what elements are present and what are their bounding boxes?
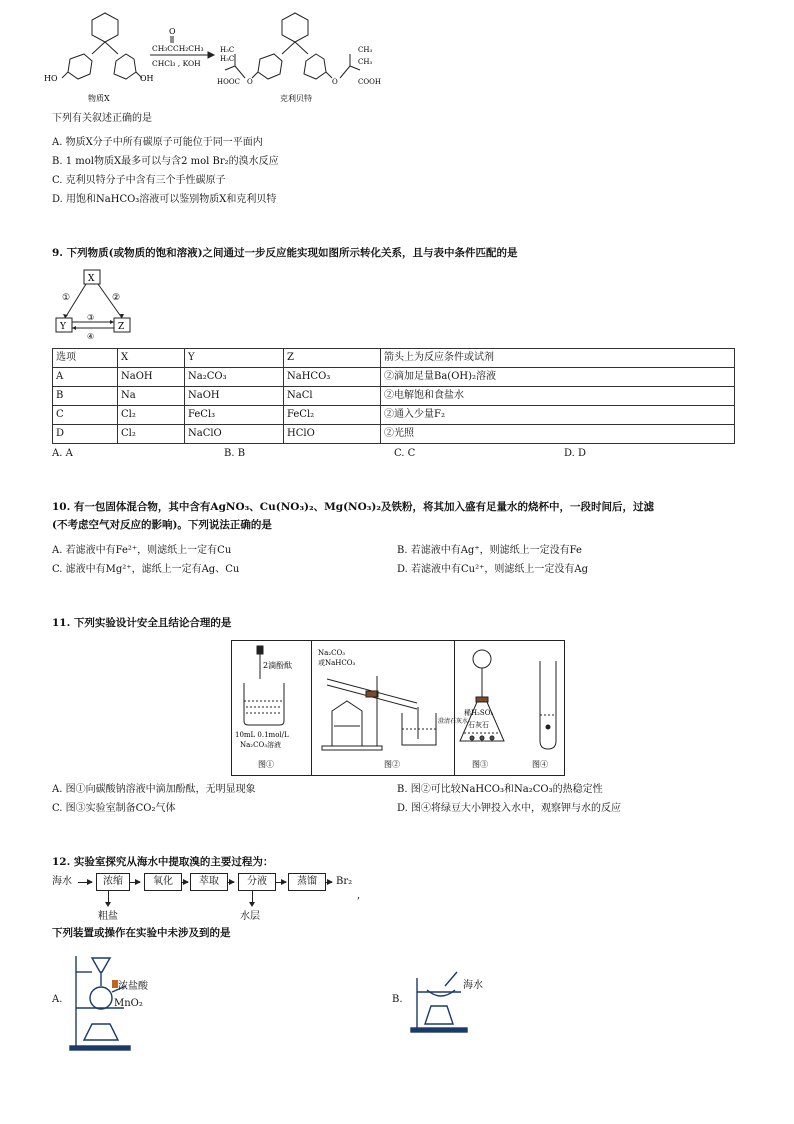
q9-title: 9. 下列物质(或物质的饱和溶液)之间通过一步反应能实现如图所示转化关系，且与表中条件匹配的是 [52, 247, 518, 259]
fig1-solution-label-b: Na₂CO₃溶液 [240, 741, 282, 749]
flow-comma: , [357, 890, 361, 901]
fig2-limewater-label: 澄清石灰水 [438, 718, 469, 725]
table-cell: HClO [284, 425, 381, 444]
table-cell: D [53, 425, 118, 444]
header-cell: Y [185, 349, 284, 368]
q9-answer-d[interactable]: D. D [564, 448, 587, 459]
mno2-label: MnO₂ [114, 998, 143, 1009]
q11-option-b[interactable]: B. 图②可比较NaHCO₃和Na₂CO₃的热稳定性 [397, 784, 603, 795]
table-row [53, 406, 735, 425]
product-cooh-right: COOH [358, 78, 381, 86]
table-row [53, 387, 735, 406]
q9-answer-c[interactable]: C. C [394, 448, 416, 459]
flow-end: Br₂ [336, 876, 353, 887]
table-cell: A [53, 368, 118, 387]
header-cell: 选项 [53, 349, 118, 368]
table-cell: ②滴加足量Ba(OH)₂溶液 [381, 368, 735, 387]
q8-reaction-scheme [40, 8, 400, 108]
q12-option-a[interactable]: A. [52, 994, 63, 1005]
ho-left: HO [44, 74, 58, 83]
flow-below-water: 水层 [240, 911, 260, 922]
q12-option-b[interactable]: B. [392, 994, 403, 1005]
table-cell: ②光照 [381, 425, 735, 444]
fig2-sample-label-b: 或NaHCO₃ [318, 659, 356, 667]
substance-x-label: 物质X [88, 94, 110, 103]
flow-step-concentrate: 浓缩 [96, 873, 130, 891]
table-cell: B [53, 387, 118, 406]
flow-step-distill: 蒸馏 [288, 873, 326, 891]
flow-step-extract: 萃取 [190, 873, 228, 891]
table-cell: NaCl [284, 387, 381, 406]
product-label: 克利贝特 [280, 94, 312, 103]
flow-step-separate: 分液 [238, 873, 276, 891]
table-cell: NaHCO₃ [284, 368, 381, 387]
product-o-left: O [247, 78, 253, 86]
table-cell: NaOH [118, 368, 185, 387]
node-x: X [88, 274, 95, 284]
q9-options-table [52, 348, 735, 444]
table-cell: ②通入少量F₂ [381, 406, 735, 425]
q9-conversion-diagram [52, 266, 142, 341]
q11-option-c[interactable]: C. 图③实验室制备CO₂气体 [52, 803, 176, 814]
flow-start: 海水 [52, 876, 72, 887]
q10-option-c[interactable]: C. 滤液中有Mg²⁺，滤纸上一定有Ag、Cu [52, 564, 240, 575]
q11-title: 11. 下列实验设计安全且结论合理的是 [52, 617, 232, 629]
q8-option-d[interactable]: D. 用饱和NaHCO₃溶液可以鉴别物质X和克利贝特 [52, 194, 277, 205]
fig3-acid-label: 稀H₂SO₄ [464, 709, 494, 717]
header-cell: Z [284, 349, 381, 368]
product-ch3-left-b: H₃C [220, 55, 235, 63]
arrow-label-3: ③ [87, 313, 95, 322]
q10-option-b[interactable]: B. 若滤液中有Ag⁺，则滤纸上一定没有Fe [397, 545, 582, 556]
product-ch3-right-b: CH₃ [358, 58, 373, 66]
q12-option-b-apparatus [405, 966, 495, 1036]
table-cell: FeCl₂ [284, 406, 381, 425]
table-cell: Na [118, 387, 185, 406]
q10-title-line1: 10. 有一包固体混合物，其中含有AgNO₃、Cu(NO₃)₂、Mg(NO₃)₂及铁粉，将其加入盛有足量水的烧杯中，一段时间后，过滤 [52, 501, 654, 513]
header-cell: 箭头上为反应条件或试剂 [381, 349, 735, 368]
q10-title-line2: (不考虑空气对反应的影响)。下列说法正确的是 [52, 519, 272, 531]
reagent-top: CH₃CCH₂CH₃ [152, 44, 204, 53]
reagent-bottom: CHCl₃ , KOH [152, 59, 201, 68]
arrow-label-1: ① [62, 293, 71, 303]
header-cell: X [118, 349, 185, 368]
table-cell: ②电解饱和食盐水 [381, 387, 735, 406]
q8-stem: 下列有关叙述正确的是 [52, 113, 152, 124]
oh-right: OH [140, 74, 154, 83]
product-o-right: O [332, 78, 338, 86]
fig1-solution-label-a: 10mL 0.1mol/L [235, 731, 289, 739]
q9-answer-b[interactable]: B. B [224, 448, 246, 459]
seawater-label: 海水 [463, 980, 483, 991]
fig3-caption: 图③ [472, 760, 488, 769]
fig1-caption: 图① [258, 760, 274, 769]
q11-option-a[interactable]: A. 图①向碳酸钠溶液中滴加酚酞，无明显现象 [52, 784, 256, 795]
hydrochloric-acid-label: 浓盐酸 [118, 981, 148, 992]
q8-option-b[interactable]: B. 1 mol物质X最多可以与含2 mol Br₂的溴水反应 [52, 156, 279, 167]
product-ch3-left-a: H₃C [220, 46, 235, 54]
flow-below-salt: 粗盐 [98, 911, 118, 922]
q11-figure-panel [231, 640, 565, 776]
q12-stem: 下列装置或操作在实验中未涉及到的是 [52, 927, 231, 939]
fig2-sample-label-a: Na₂CO₃ [318, 649, 346, 657]
q10-option-d[interactable]: D. 若滤液中有Cu²⁺，则滤纸上一定没有Ag [397, 564, 589, 575]
table-cell: Cl₂ [118, 425, 185, 444]
fig1-dropper-label: 2滴酚酞 [263, 661, 293, 670]
fig2-caption: 图② [384, 760, 400, 769]
table-row [53, 368, 735, 387]
fig3-limestone-label: 石灰石 [468, 721, 489, 729]
table-cell: Na₂CO₃ [185, 368, 284, 387]
arrow-label-4: ④ [87, 332, 95, 341]
fig4-caption: 图④ [532, 760, 548, 769]
product-ch3-right-a: CH₃ [358, 46, 373, 54]
flow-step-oxidize: 氧化 [144, 873, 182, 891]
q8-option-a[interactable]: A. 物质X分子中所有碳原子可能位于同一平面内 [52, 137, 263, 148]
table-cell: Cl₂ [118, 406, 185, 425]
q12-title: 12. 实验室探究从海水中提取溴的主要过程为： [52, 856, 274, 868]
node-y: Y [60, 322, 66, 332]
reagent-oxygen: O [169, 27, 176, 36]
table-cell: C [53, 406, 118, 425]
q9-answer-a[interactable]: A. A [52, 448, 73, 459]
q11-option-d[interactable]: D. 图④将绿豆大小钾投入水中，观察钾与水的反应 [397, 803, 622, 814]
table-row [53, 425, 735, 444]
table-cell: NaClO [185, 425, 284, 444]
q10-option-a[interactable]: A. 若滤液中有Fe²⁺，则滤纸上一定有Cu [52, 545, 232, 556]
table-cell: NaOH [185, 387, 284, 406]
table-cell: FeCl₃ [185, 406, 284, 425]
product-cooh-left: HOOC [217, 78, 240, 86]
node-z: Z [118, 322, 125, 332]
q8-option-c[interactable]: C. 克利贝特分子中含有三个手性碳原子 [52, 175, 226, 186]
table-header-row [53, 349, 735, 368]
arrow-label-2: ② [112, 293, 121, 303]
q12-option-a-apparatus [64, 946, 174, 1056]
